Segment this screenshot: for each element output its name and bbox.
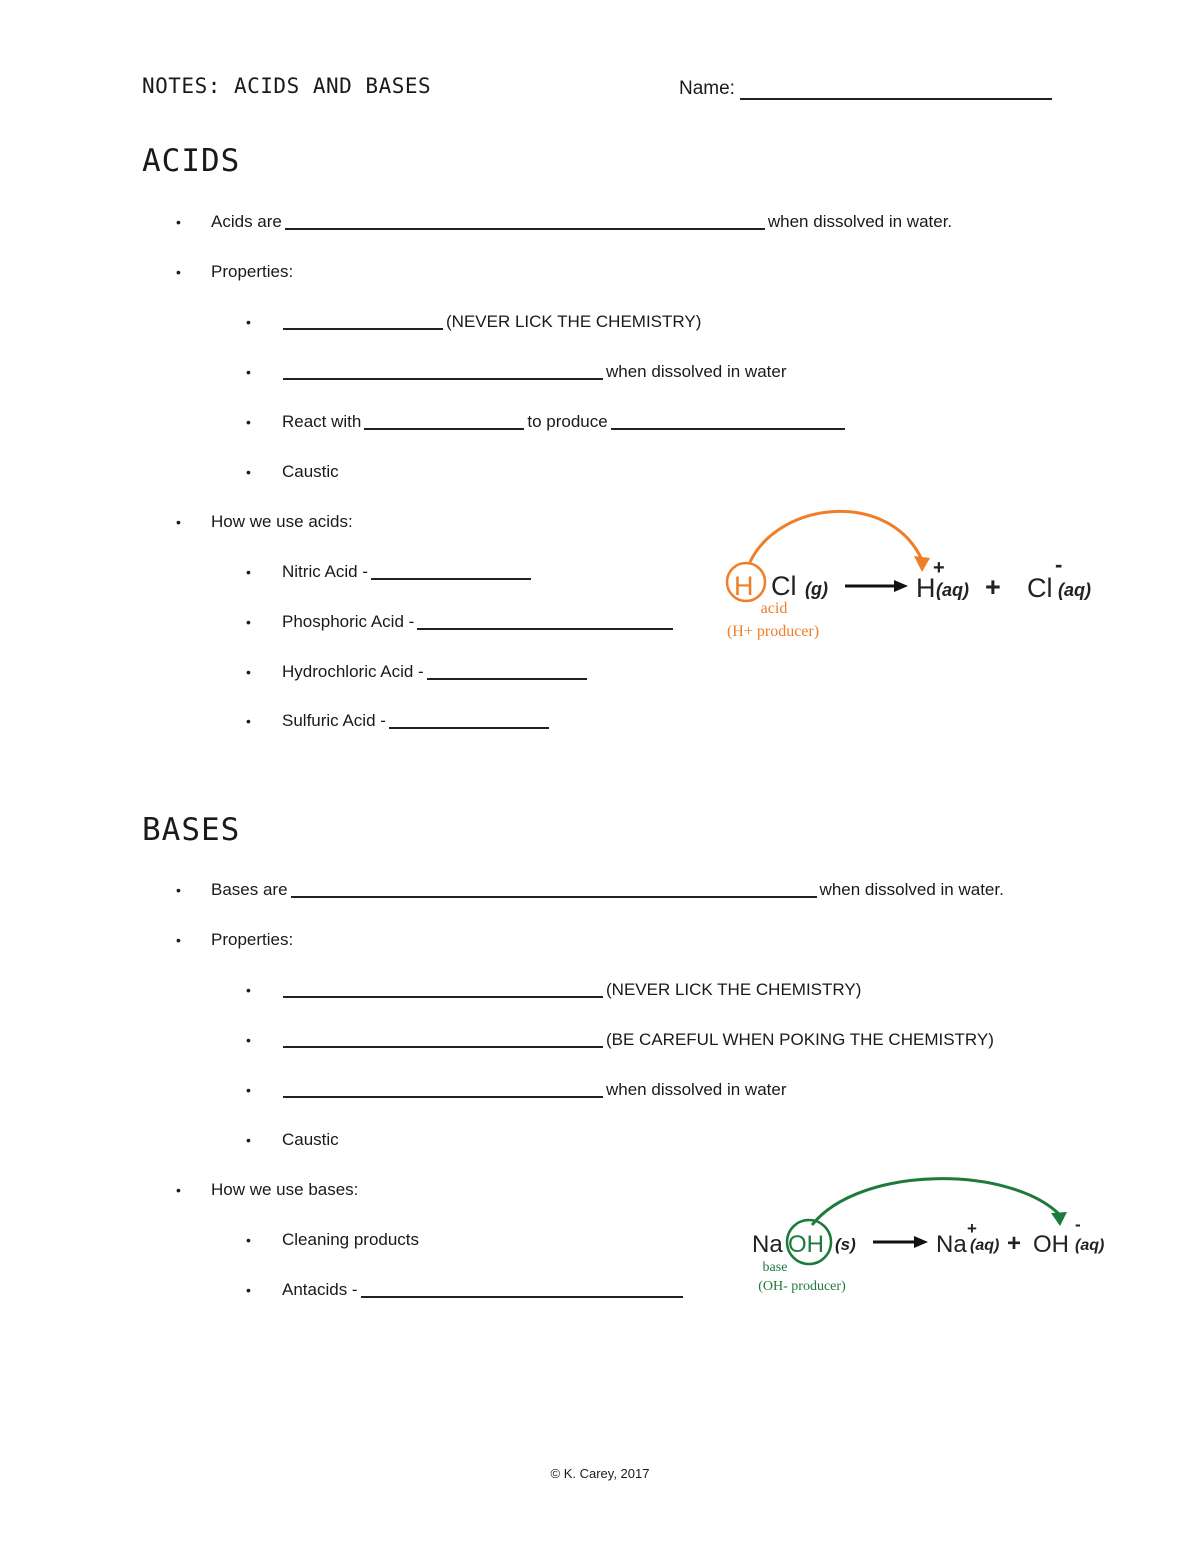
acids-heading: ACIDS xyxy=(142,143,241,179)
acid-caption-label: acid xyxy=(760,600,788,617)
bases-prop2-blank[interactable] xyxy=(283,1030,603,1048)
acids-properties-label-row xyxy=(176,262,294,282)
base-product-na-charge: + xyxy=(967,1219,977,1238)
bullet-icon: • xyxy=(246,982,251,998)
base-transfer-arrow xyxy=(812,1179,1060,1225)
base-reaction-arrow-icon xyxy=(914,1236,928,1248)
base-dissociation-diagram xyxy=(740,1170,1130,1300)
bullet-icon: • xyxy=(246,464,251,480)
bullet-icon: • xyxy=(246,364,251,380)
bullet-icon: • xyxy=(246,614,251,630)
acids-property-4 xyxy=(246,462,339,482)
acids-use2-label: Phosphoric Acid - xyxy=(282,612,415,631)
base-product-oh-state: (aq) xyxy=(1075,1237,1105,1254)
acids-uses-label-row xyxy=(176,512,353,532)
base-caption-producer: (OH- producer) xyxy=(758,1279,846,1294)
base-product-oh-charge: - xyxy=(1075,1215,1081,1234)
bases-property-2 xyxy=(246,1030,994,1050)
base-reactant-na: Na xyxy=(752,1231,783,1258)
acid-product-cl: Cl xyxy=(1027,573,1053,603)
bullet-icon: • xyxy=(246,1032,251,1048)
acids-use-1 xyxy=(246,562,534,582)
acids-prop1-blank[interactable] xyxy=(283,312,443,330)
acid-product-h-state: (aq) xyxy=(936,580,969,600)
acids-prop3-prefix: React with xyxy=(282,412,362,431)
acids-prop1-suffix: (NEVER LICK THE CHEMISTRY) xyxy=(446,312,702,331)
acid-product-h: H xyxy=(916,573,936,603)
acid-reaction-arrow-icon xyxy=(894,580,908,592)
bases-properties-label-row xyxy=(176,930,294,950)
bullet-icon: • xyxy=(246,1132,251,1148)
bases-prop3-blank[interactable] xyxy=(283,1080,603,1098)
bases-use2-blank[interactable] xyxy=(361,1280,683,1298)
name-field-row xyxy=(679,78,1052,100)
bases-prop1-blank[interactable] xyxy=(283,980,603,998)
bullet-icon: • xyxy=(176,264,181,280)
acids-property-3 xyxy=(246,412,848,432)
acids-use1-label: Nitric Acid - xyxy=(282,562,368,581)
bullet-icon: • xyxy=(246,314,251,330)
bases-def-blank[interactable] xyxy=(291,880,817,898)
bullet-icon: • xyxy=(246,1282,251,1298)
bases-property-3 xyxy=(246,1080,787,1100)
bases-use2-label: Antacids - xyxy=(282,1280,358,1299)
acids-prop3-blank-1[interactable] xyxy=(364,412,524,430)
acids-property-1 xyxy=(246,312,702,332)
bases-def-suffix: when dissolved in water. xyxy=(819,880,1004,899)
acid-plus-sign: + xyxy=(985,572,1001,602)
bases-prop3-suffix: when dissolved in water xyxy=(606,1080,787,1099)
bases-def-prefix: Bases are xyxy=(211,880,288,899)
acids-uses-label: How we use acids: xyxy=(211,512,353,531)
bases-uses-label-row xyxy=(176,1180,359,1200)
bases-uses-label: How we use bases: xyxy=(211,1180,359,1199)
acid-dissociation-diagram xyxy=(700,500,1120,650)
acid-caption-producer: (H+ producer) xyxy=(726,623,820,640)
base-reactant-state: (s) xyxy=(835,1235,856,1254)
bullet-icon: • xyxy=(176,882,181,898)
bullet-icon: • xyxy=(246,414,251,430)
acid-transfer-arrowhead-icon xyxy=(914,556,930,572)
bullet-icon: • xyxy=(246,1232,251,1248)
acids-use1-blank[interactable] xyxy=(371,562,531,580)
acids-use4-label: Sulfuric Acid - xyxy=(282,711,386,730)
acid-product-h-charge: + xyxy=(933,557,945,579)
bases-use1-label: Cleaning products xyxy=(282,1230,420,1249)
base-product-na-state: (aq) xyxy=(970,1237,1000,1254)
acids-use3-label: Hydrochloric Acid - xyxy=(282,662,424,681)
bases-prop2-suffix: (BE CAREFUL WHEN POKING THE CHEMISTRY) xyxy=(606,1030,994,1049)
bases-prop4: Caustic xyxy=(282,1130,339,1149)
base-reactant-oh: OH xyxy=(788,1231,824,1258)
acids-def-prefix: Acids are xyxy=(211,212,282,231)
acids-prop2-suffix: when dissolved in water xyxy=(606,362,787,381)
bases-heading: BASES xyxy=(142,812,241,848)
acid-reactant-cl: Cl xyxy=(771,571,797,601)
acids-prop3-blank-2[interactable] xyxy=(611,412,845,430)
acids-prop3-middle: to produce xyxy=(527,412,608,431)
acid-reactant-h: H xyxy=(734,571,754,601)
name-label: Name: xyxy=(679,78,735,99)
name-blank[interactable] xyxy=(740,80,1052,100)
bullet-icon: • xyxy=(246,713,251,729)
acids-use-4 xyxy=(246,711,552,731)
bases-use-2 xyxy=(246,1280,686,1300)
acids-use3-blank[interactable] xyxy=(427,662,587,680)
acids-definition xyxy=(176,212,953,232)
acid-reactant-state: (g) xyxy=(805,579,828,599)
copyright-footer: © K. Carey, 2017 xyxy=(550,1466,650,1481)
acids-prop2-blank[interactable] xyxy=(283,362,603,380)
bullet-icon: • xyxy=(176,1182,181,1198)
acids-properties-label: Properties: xyxy=(211,262,294,281)
bullet-icon: • xyxy=(246,564,251,580)
bullet-icon: • xyxy=(246,664,251,680)
bases-definition xyxy=(176,880,1004,900)
bases-use-1 xyxy=(246,1230,420,1250)
acids-property-2 xyxy=(246,362,787,382)
bullet-icon: • xyxy=(176,932,181,948)
base-plus-sign: + xyxy=(1007,1230,1022,1257)
bases-property-4 xyxy=(246,1130,339,1150)
base-product-na: Na xyxy=(936,1231,967,1258)
acid-product-cl-charge: - xyxy=(1055,552,1063,577)
acids-def-suffix: when dissolved in water. xyxy=(767,212,953,231)
acids-prop4: Caustic xyxy=(282,462,339,481)
acids-use-2 xyxy=(246,612,676,632)
bases-property-1 xyxy=(246,980,862,1000)
acid-transfer-arrow xyxy=(750,511,922,562)
acids-use4-blank[interactable] xyxy=(389,711,549,729)
acid-product-cl-state: (aq) xyxy=(1058,580,1091,600)
acids-use-3 xyxy=(246,662,590,682)
acids-def-blank[interactable] xyxy=(285,212,765,230)
bases-properties-label: Properties: xyxy=(211,930,294,949)
document-title: NOTES: ACIDS AND BASES xyxy=(142,74,432,98)
base-product-oh: OH xyxy=(1033,1231,1069,1258)
base-transfer-arrowhead-icon xyxy=(1051,1212,1067,1226)
acids-use2-blank[interactable] xyxy=(417,612,673,630)
bullet-icon: • xyxy=(176,214,181,230)
bases-prop1-suffix: (NEVER LICK THE CHEMISTRY) xyxy=(606,980,862,999)
bullet-icon: • xyxy=(176,514,181,530)
base-caption-label: base xyxy=(762,1260,788,1275)
bullet-icon: • xyxy=(246,1082,251,1098)
